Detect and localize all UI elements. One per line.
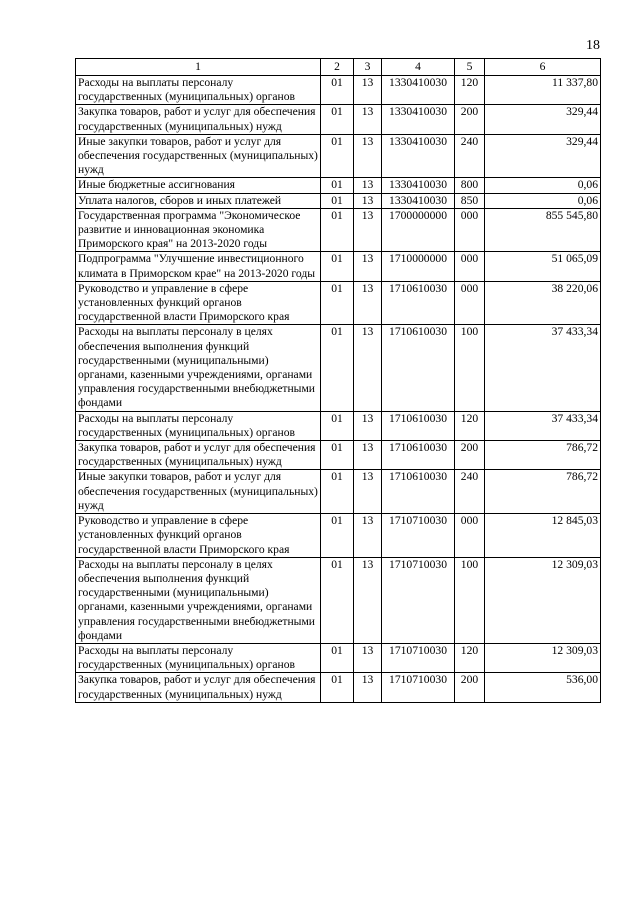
target-article-code: 1710710030 — [382, 514, 455, 558]
target-article-code: 1710000000 — [382, 252, 455, 281]
amount: 37 433,34 — [485, 411, 601, 440]
table-row — [76, 193, 601, 208]
target-article-code: 1710610030 — [382, 441, 455, 470]
amount: 11 337,80 — [485, 76, 601, 105]
expense-type-code: 100 — [455, 325, 485, 411]
table-row — [76, 208, 601, 252]
amount: 786,72 — [485, 441, 601, 470]
expense-type-code: 800 — [455, 178, 485, 193]
section-code: 01 — [321, 105, 354, 134]
amount: 12 309,03 — [485, 643, 601, 672]
column-header: 4 — [382, 59, 455, 76]
target-article-code: 1330410030 — [382, 178, 455, 193]
item-description: Закупка товаров, работ и услуг для обеспечения государственных (муниципальных) нужд — [76, 673, 321, 702]
expense-type-code: 000 — [455, 208, 485, 252]
amount: 329,44 — [485, 105, 601, 134]
subsection-code: 13 — [354, 325, 382, 411]
table-row — [76, 178, 601, 193]
table-row — [76, 325, 601, 411]
subsection-code: 13 — [354, 134, 382, 178]
subsection-code: 13 — [354, 557, 382, 643]
section-code: 01 — [321, 76, 354, 105]
item-description: Уплата налогов, сборов и иных платежей — [76, 193, 321, 208]
budget-table-body — [76, 76, 601, 703]
subsection-code: 13 — [354, 411, 382, 440]
subsection-code: 13 — [354, 208, 382, 252]
target-article-code: 1330410030 — [382, 193, 455, 208]
section-code: 01 — [321, 134, 354, 178]
amount: 51 065,09 — [485, 252, 601, 281]
subsection-code: 13 — [354, 76, 382, 105]
subsection-code: 13 — [354, 673, 382, 702]
table-row — [76, 514, 601, 558]
item-description: Иные бюджетные ассигнования — [76, 178, 321, 193]
table-row — [76, 441, 601, 470]
subsection-code: 13 — [354, 281, 382, 325]
section-code: 01 — [321, 325, 354, 411]
subsection-code: 13 — [354, 193, 382, 208]
expense-type-code: 850 — [455, 193, 485, 208]
subsection-code: 13 — [354, 514, 382, 558]
item-description: Закупка товаров, работ и услуг для обеспечения государственных (муниципальных) нужд — [76, 441, 321, 470]
table-row — [76, 557, 601, 643]
amount: 786,72 — [485, 470, 601, 514]
expense-type-code: 120 — [455, 643, 485, 672]
subsection-code: 13 — [354, 178, 382, 193]
target-article-code: 1700000000 — [382, 208, 455, 252]
subsection-code: 13 — [354, 470, 382, 514]
expense-type-code: 240 — [455, 134, 485, 178]
item-description: Расходы на выплаты персоналу государственных (муниципальных) органов — [76, 76, 321, 105]
section-code: 01 — [321, 281, 354, 325]
item-description: Расходы на выплаты персоналу в целях обеспечения выполнения функций государственными (муниципальными) органами, казенными учреждениями, органами управления государственными внебюджетными фондами — [76, 557, 321, 643]
amount: 855 545,80 — [485, 208, 601, 252]
item-description: Государственная программа "Экономическое развитие и инновационная экономика Приморского края" на 2013-2020 годы — [76, 208, 321, 252]
target-article-code: 1710610030 — [382, 411, 455, 440]
target-article-code: 1330410030 — [382, 76, 455, 105]
amount: 329,44 — [485, 134, 601, 178]
table-row — [76, 411, 601, 440]
subsection-code: 13 — [354, 643, 382, 672]
target-article-code: 1330410030 — [382, 134, 455, 178]
section-code: 01 — [321, 178, 354, 193]
item-description: Подпрограмма "Улучшение инвестиционного климата в Приморском крае" на 2013-2020 годы — [76, 252, 321, 281]
amount: 37 433,34 — [485, 325, 601, 411]
expense-type-code: 000 — [455, 281, 485, 325]
item-description: Руководство и управление в сфере установленных функций органов государственной власти Приморского края — [76, 514, 321, 558]
expense-type-code: 240 — [455, 470, 485, 514]
section-code: 01 — [321, 252, 354, 281]
section-code: 01 — [321, 411, 354, 440]
target-article-code: 1710610030 — [382, 470, 455, 514]
section-code: 01 — [321, 470, 354, 514]
item-description: Расходы на выплаты персоналу государственных (муниципальных) органов — [76, 643, 321, 672]
table-row — [76, 673, 601, 702]
budget-table — [75, 58, 601, 703]
amount: 12 309,03 — [485, 557, 601, 643]
target-article-code: 1330410030 — [382, 105, 455, 134]
section-code: 01 — [321, 441, 354, 470]
item-description: Иные закупки товаров, работ и услуг для обеспечения государственных (муниципальных) нужд — [76, 470, 321, 514]
table-row — [76, 134, 601, 178]
subsection-code: 13 — [354, 252, 382, 281]
amount: 0,06 — [485, 193, 601, 208]
amount: 0,06 — [485, 178, 601, 193]
section-code: 01 — [321, 643, 354, 672]
table-row — [76, 470, 601, 514]
expense-type-code: 100 — [455, 557, 485, 643]
target-article-code: 1710610030 — [382, 281, 455, 325]
column-header: 1 — [76, 59, 321, 76]
expense-type-code: 120 — [455, 76, 485, 105]
target-article-code: 1710610030 — [382, 325, 455, 411]
page-number: 18 — [586, 38, 600, 53]
item-description: Закупка товаров, работ и услуг для обеспечения государственных (муниципальных) нужд — [76, 105, 321, 134]
subsection-code: 13 — [354, 441, 382, 470]
table-row — [76, 105, 601, 134]
table-row — [76, 643, 601, 672]
item-description: Расходы на выплаты персоналу в целях обеспечения выполнения функций государственными (муниципальными) органами, казенными учреждениями, органами управления государственными внебюджетными фондами — [76, 325, 321, 411]
section-code: 01 — [321, 557, 354, 643]
column-header: 6 — [485, 59, 601, 76]
target-article-code: 1710710030 — [382, 557, 455, 643]
section-code: 01 — [321, 514, 354, 558]
item-description: Руководство и управление в сфере установленных функций органов государственной власти Приморского края — [76, 281, 321, 325]
table-row — [76, 76, 601, 105]
header-row — [76, 59, 601, 76]
expense-type-code: 200 — [455, 105, 485, 134]
expense-type-code: 000 — [455, 252, 485, 281]
item-description: Расходы на выплаты персоналу государственных (муниципальных) органов — [76, 411, 321, 440]
amount: 12 845,03 — [485, 514, 601, 558]
target-article-code: 1710710030 — [382, 673, 455, 702]
target-article-code: 1710710030 — [382, 643, 455, 672]
subsection-code: 13 — [354, 105, 382, 134]
expense-type-code: 120 — [455, 411, 485, 440]
section-code: 01 — [321, 673, 354, 702]
section-code: 01 — [321, 208, 354, 252]
item-description: Иные закупки товаров, работ и услуг для обеспечения государственных (муниципальных) нужд — [76, 134, 321, 178]
table-row — [76, 252, 601, 281]
column-header: 5 — [455, 59, 485, 76]
table-row — [76, 281, 601, 325]
expense-type-code: 200 — [455, 673, 485, 702]
section-code: 01 — [321, 193, 354, 208]
expense-type-code: 200 — [455, 441, 485, 470]
amount: 536,00 — [485, 673, 601, 702]
expense-type-code: 000 — [455, 514, 485, 558]
column-header: 2 — [321, 59, 354, 76]
column-header: 3 — [354, 59, 382, 76]
amount: 38 220,06 — [485, 281, 601, 325]
